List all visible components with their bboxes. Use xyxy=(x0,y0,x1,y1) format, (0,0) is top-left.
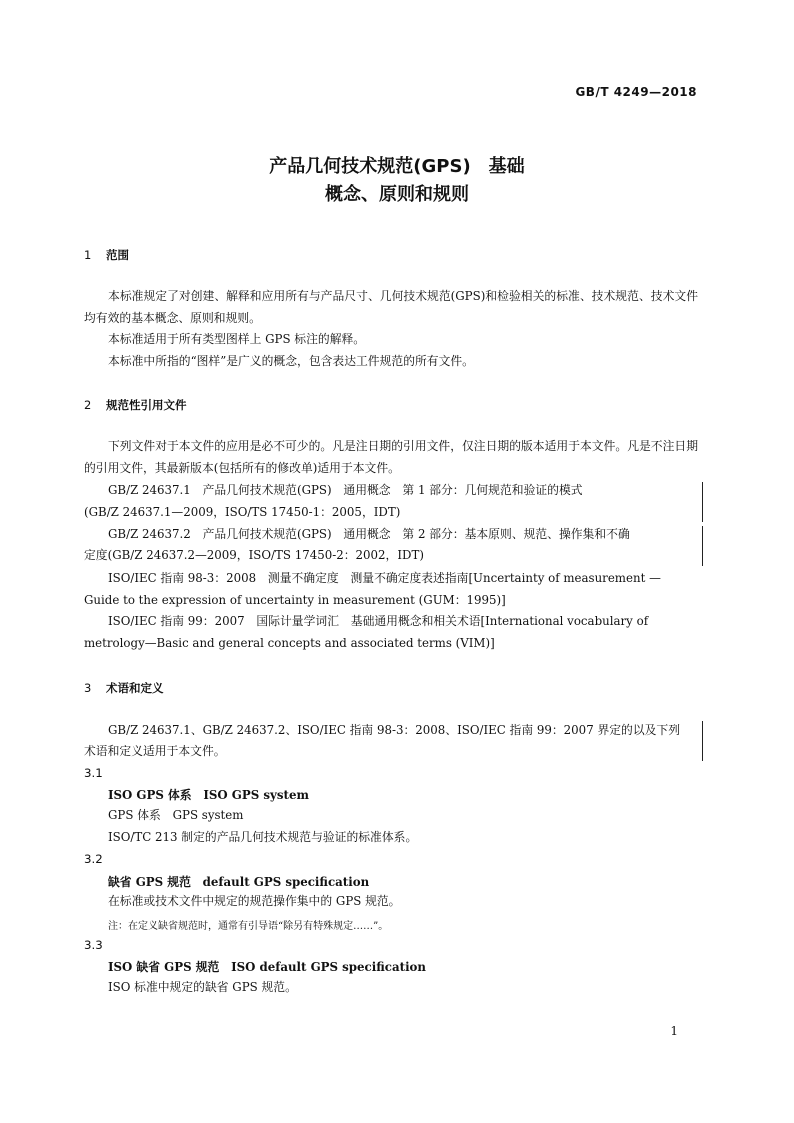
term-number: 3.1 xyxy=(84,766,103,780)
document-subtitle: 概念、原则和规则 xyxy=(325,184,469,205)
normative-intro: 下列文件对于本文件的应用是必不可少的。凡是注日期的引用文件，仅注日期的版本适用于本文件。凡是不注日期的引用文件，其最新版本(包括所有的修改单)适用于本文件。 xyxy=(84,439,698,475)
change-bar xyxy=(702,482,703,522)
scope-paragraph-1: 本标准规定了对创建、解释和应用所有与产品尺寸、几何技术规范(GPS)和检验相关的标准、技术规范、技术文件均有效的基本概念、原则和规则。 xyxy=(84,289,698,325)
document-title: 产品几何技术规范(GPS) 基础 xyxy=(269,156,525,177)
term-note: 注：在定义缺省规范时，通常有引导语“除另有特殊规定……”。 xyxy=(108,921,389,932)
reference-2-line-2: 定度(GB/Z 24637.2—2009，ISO/TS 17450-2：2002，IDT) xyxy=(84,548,424,562)
term-name: ISO GPS 体系 ISO GPS system xyxy=(108,788,309,802)
standard-code: GB/T 4249—2018 xyxy=(575,85,697,99)
term-definition: ISO 标准中规定的缺省 GPS 规范。 xyxy=(108,980,297,994)
page-number: 1 xyxy=(670,1024,678,1038)
term-definition: ISO/TC 213 制定的产品几何技术规范与验证的标准体系。 xyxy=(108,830,418,844)
terms-intro-line-2: 术语和定义适用于本文件。 xyxy=(84,744,226,758)
section-heading-terms-definitions xyxy=(84,680,164,696)
section-heading-normative-references xyxy=(84,397,187,413)
reference-3-line-2: Guide to the expression of uncertainty in measurement (GUM：1995)] xyxy=(84,593,506,607)
section-heading-scope xyxy=(84,247,129,263)
term-number: 3.3 xyxy=(84,938,103,952)
section-number: 2 xyxy=(84,398,92,412)
scope-paragraph-2: 本标准适用于所有类型图样上 GPS 标注的解释。 xyxy=(108,332,366,346)
term-number: 3.2 xyxy=(84,852,103,866)
section-title: 术语和定义 xyxy=(106,681,164,695)
term-name: ISO 缺省 GPS 规范 ISO default GPS specification xyxy=(108,960,427,974)
section-number: 3 xyxy=(84,681,92,695)
reference-1-line-2: (GB/Z 24637.1—2009，ISO/TS 17450-1：2005，IDT) xyxy=(84,505,401,519)
terms-intro-line-1: GB/Z 24637.1、GB/Z 24637.2、ISO/IEC 指南 98-3：2008、ISO/IEC 指南 99：2007 界定的以及下列 xyxy=(108,723,681,737)
reference-3-line-1: ISO/IEC 指南 98-3：2008 测量不确定度 测量不确定度表述指南[Uncertainty of measurement — xyxy=(108,571,661,585)
reference-1-line-1: GB/Z 24637.1 产品几何技术规范(GPS) 通用概念 第 1 部分：几何规范和验证的模式 xyxy=(108,483,583,497)
change-bar xyxy=(702,721,703,761)
term-alternative: GPS 体系 GPS system xyxy=(108,808,244,822)
change-bar xyxy=(702,526,703,566)
reference-4-line-1: ISO/IEC 指南 99：2007 国际计量学词汇 基础通用概念和相关术语[International vocabulary of xyxy=(108,614,649,628)
reference-2-line-1: GB/Z 24637.2 产品几何技术规范(GPS) 通用概念 第 2 部分：基本原则、规范、操作集和不确 xyxy=(108,527,630,541)
section-title: 范围 xyxy=(106,248,129,262)
term-definition: 在标准或技术文件中规定的规范操作集中的 GPS 规范。 xyxy=(108,894,401,908)
term-name: 缺省 GPS 规范 default GPS specification xyxy=(108,875,370,889)
section-title: 规范性引用文件 xyxy=(106,398,187,412)
scope-paragraph-3: 本标准中所指的“图样”是广义的概念，包含表达工件规范的所有文件。 xyxy=(108,354,474,368)
reference-4-line-2: metrology—Basic and general concepts and associated terms (VIM)] xyxy=(84,636,495,650)
section-number: 1 xyxy=(84,248,92,262)
